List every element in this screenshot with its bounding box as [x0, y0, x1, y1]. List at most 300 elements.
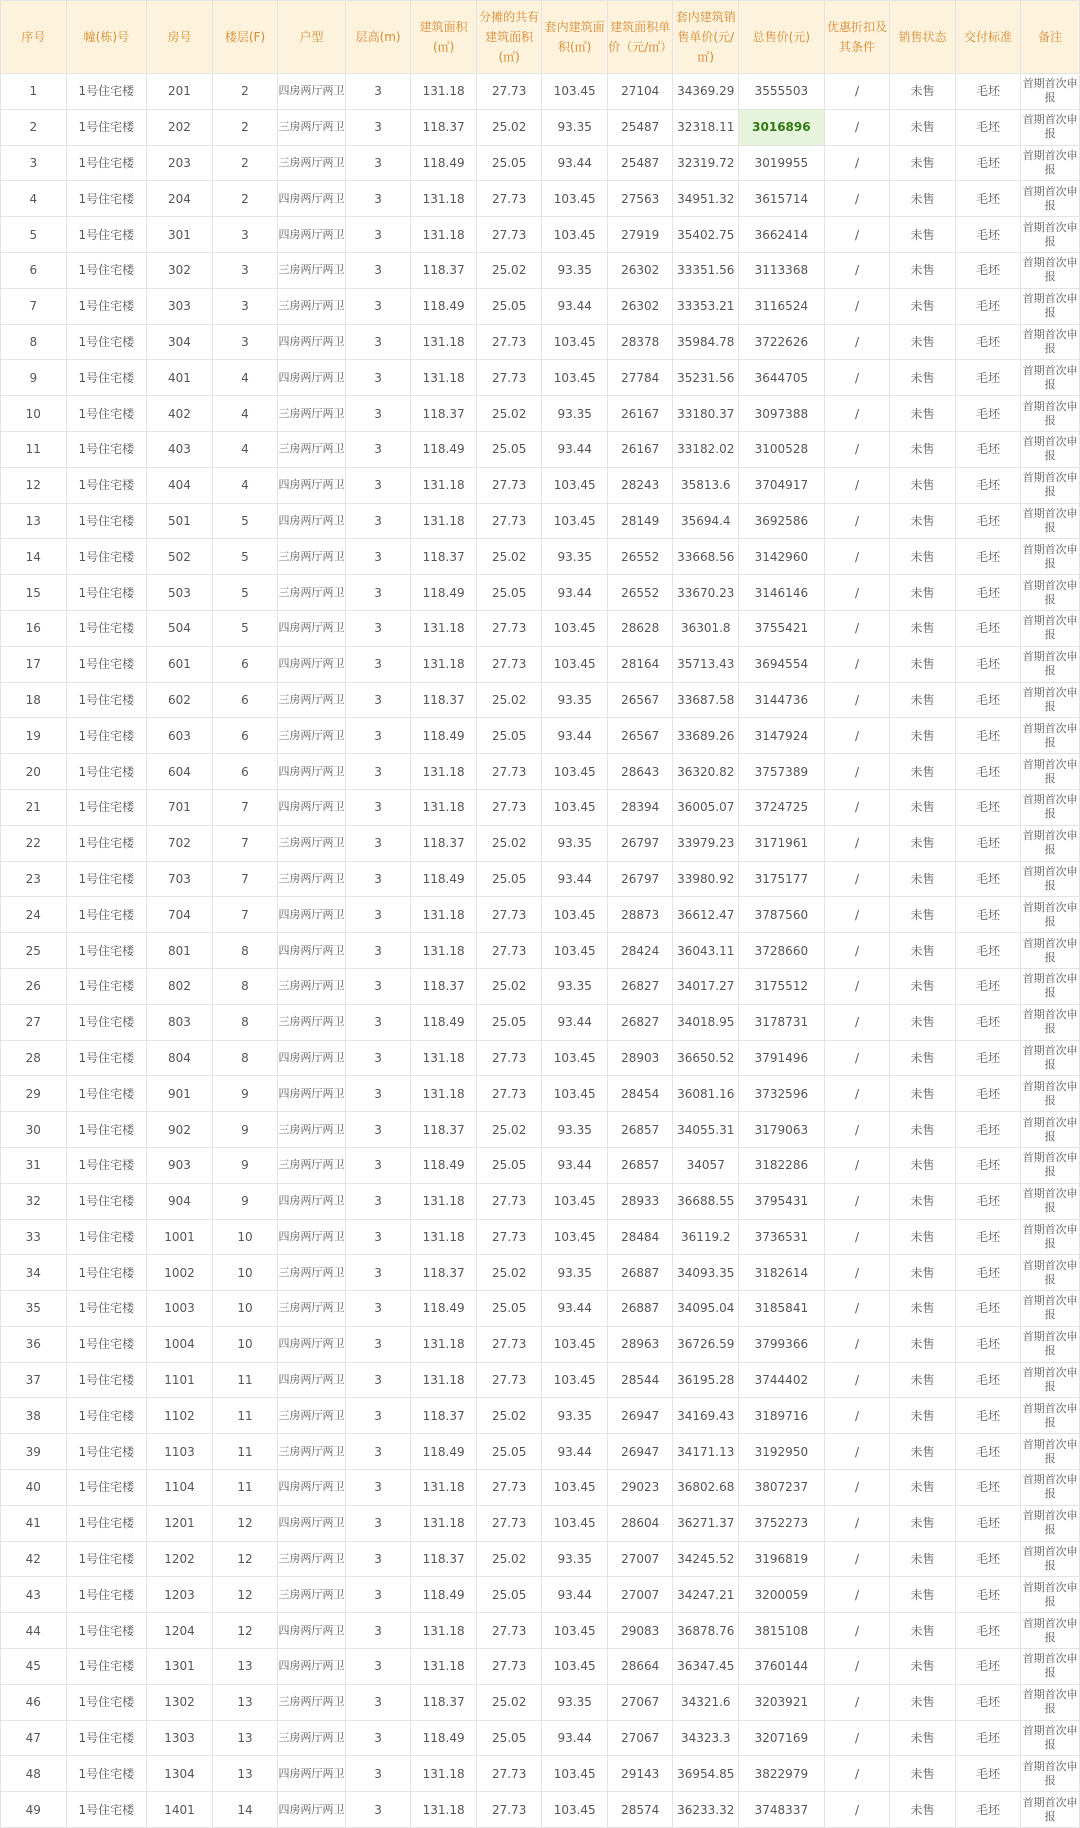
table-cell: 131.18	[411, 467, 477, 503]
table-cell: 毛坯	[955, 933, 1021, 969]
table-cell: 36726.59	[673, 1326, 739, 1362]
table-cell: 1号住宅楼	[66, 1434, 147, 1470]
table-cell: 三房两厅两卫	[278, 288, 346, 324]
table-cell: 12	[212, 1505, 278, 1541]
table-cell: 103.45	[542, 1326, 608, 1362]
table-cell: 131.18	[411, 324, 477, 360]
table-cell: 3182614	[739, 1255, 825, 1291]
table-cell: 304	[147, 324, 213, 360]
table-cell: 8	[1, 324, 67, 360]
table-cell: 毛坯	[955, 789, 1021, 825]
table-cell: 103.45	[542, 1792, 608, 1828]
table-cell: 25.02	[476, 396, 542, 432]
table-cell: 三房两厅两卫	[278, 1255, 346, 1291]
table-cell: 未售	[890, 718, 956, 754]
table-row	[1, 109, 1080, 145]
table-row	[1, 1326, 1080, 1362]
table-cell: 3748337	[739, 1792, 825, 1828]
table-row	[1, 646, 1080, 682]
table-cell: 30	[1, 1112, 67, 1148]
table-cell: 118.37	[411, 109, 477, 145]
table-cell: 1号住宅楼	[66, 1076, 147, 1112]
column-header: 交付标准	[955, 1, 1021, 74]
table-cell: 26857	[607, 1112, 673, 1148]
table-cell: 四房两厅两卫	[278, 1792, 346, 1828]
table-cell: 三房两厅两卫	[278, 682, 346, 718]
table-cell: 103.45	[542, 360, 608, 396]
table-row	[1, 1112, 1080, 1148]
column-header: 分摊的共有建筑面积(㎡)	[476, 1, 542, 74]
table-cell: 1号住宅楼	[66, 789, 147, 825]
column-header: 建筑面积单价（元/㎡）	[607, 1, 673, 74]
table-cell: 27.73	[476, 1792, 542, 1828]
table-cell: 6	[212, 682, 278, 718]
table-cell: 25.05	[476, 145, 542, 181]
table-cell: 36	[1, 1326, 67, 1362]
table-cell: 5	[212, 503, 278, 539]
table-cell: 11	[212, 1470, 278, 1506]
table-cell: 33351.56	[673, 252, 739, 288]
table-cell: 1号住宅楼	[66, 1183, 147, 1219]
table-cell: 33182.02	[673, 431, 739, 467]
table-cell: 3	[212, 288, 278, 324]
table-cell: 3815108	[739, 1613, 825, 1649]
table-cell: 25.02	[476, 1398, 542, 1434]
table-row	[1, 324, 1080, 360]
table-cell: 12	[212, 1541, 278, 1577]
table-cell: 毛坯	[955, 1470, 1021, 1506]
table-cell: 3	[345, 252, 411, 288]
table-cell: 34093.35	[673, 1255, 739, 1291]
table-cell: 103.45	[542, 1040, 608, 1076]
column-header: 房号	[147, 1, 213, 74]
table-cell: 26797	[607, 861, 673, 897]
table-cell: 27.73	[476, 1219, 542, 1255]
table-cell: 27.73	[476, 1649, 542, 1685]
table-cell: 3	[345, 897, 411, 933]
table-cell: 26947	[607, 1434, 673, 1470]
table-cell: 未售	[890, 503, 956, 539]
table-cell: 三房两厅两卫	[278, 861, 346, 897]
column-header: 备注	[1021, 1, 1080, 74]
table-cell: 1号住宅楼	[66, 1577, 147, 1613]
table-cell: /	[824, 1613, 890, 1649]
table-cell: 202	[147, 109, 213, 145]
table-cell: 131.18	[411, 1756, 477, 1792]
table-cell: 1号住宅楼	[66, 754, 147, 790]
table-cell: 118.37	[411, 252, 477, 288]
table-cell: 首期首次申报	[1021, 288, 1080, 324]
table-cell: 四房两厅两卫	[278, 897, 346, 933]
table-cell: 93.35	[542, 1684, 608, 1720]
table-cell: 27.73	[476, 1613, 542, 1649]
table-cell: 未售	[890, 1434, 956, 1470]
table-cell: 3100528	[739, 431, 825, 467]
table-cell: 25487	[607, 145, 673, 181]
table-cell: 1号住宅楼	[66, 1147, 147, 1183]
table-cell: 毛坯	[955, 1756, 1021, 1792]
table-cell: 103.45	[542, 217, 608, 253]
table-cell: /	[824, 1792, 890, 1828]
table-cell: 3	[345, 718, 411, 754]
table-cell: 1号住宅楼	[66, 1613, 147, 1649]
table-row	[1, 1255, 1080, 1291]
table-cell: 6	[212, 718, 278, 754]
table-cell: 28873	[607, 897, 673, 933]
table-row	[1, 825, 1080, 861]
table-cell: 1号住宅楼	[66, 1362, 147, 1398]
table-cell: /	[824, 1183, 890, 1219]
table-cell: 四房两厅两卫	[278, 1505, 346, 1541]
table-cell: 3	[212, 217, 278, 253]
table-cell: 3142960	[739, 539, 825, 575]
table-cell: 三房两厅两卫	[278, 825, 346, 861]
table-cell: 四房两厅两卫	[278, 754, 346, 790]
table-cell: 26302	[607, 288, 673, 324]
table-cell: /	[824, 360, 890, 396]
table-cell: 36301.8	[673, 610, 739, 646]
table-cell: 首期首次申报	[1021, 1720, 1080, 1756]
table-cell: 26167	[607, 396, 673, 432]
table-cell: 34951.32	[673, 181, 739, 217]
table-cell: 601	[147, 646, 213, 682]
table-cell: 4	[212, 431, 278, 467]
table-cell: 毛坯	[955, 575, 1021, 611]
table-cell: 103.45	[542, 1183, 608, 1219]
table-cell: 103.45	[542, 754, 608, 790]
table-cell: 四房两厅两卫	[278, 360, 346, 396]
table-cell: 1号住宅楼	[66, 396, 147, 432]
table-cell: 毛坯	[955, 74, 1021, 110]
table-cell: /	[824, 467, 890, 503]
table-cell: /	[824, 1434, 890, 1470]
table-cell: 93.44	[542, 1577, 608, 1613]
table-cell: 未售	[890, 1326, 956, 1362]
table-cell: 36612.47	[673, 897, 739, 933]
table-cell: 首期首次申报	[1021, 1147, 1080, 1183]
table-cell: 未售	[890, 1684, 956, 1720]
table-cell: 1302	[147, 1684, 213, 1720]
table-row	[1, 1613, 1080, 1649]
table-cell: 12	[212, 1613, 278, 1649]
table-cell: 未售	[890, 610, 956, 646]
table-cell: 131.18	[411, 1613, 477, 1649]
table-cell: /	[824, 396, 890, 432]
table-cell: 1号住宅楼	[66, 1255, 147, 1291]
table-cell: 首期首次申报	[1021, 1649, 1080, 1685]
table-cell: 33980.92	[673, 861, 739, 897]
table-cell: 9	[212, 1112, 278, 1148]
table-cell: 25.02	[476, 252, 542, 288]
table-cell: 3	[345, 109, 411, 145]
table-cell: 36320.82	[673, 754, 739, 790]
table-cell: 93.35	[542, 1112, 608, 1148]
table-cell: 27.73	[476, 1362, 542, 1398]
table-cell: 毛坯	[955, 324, 1021, 360]
table-cell: 504	[147, 610, 213, 646]
table-cell: 毛坯	[955, 897, 1021, 933]
table-cell: 7	[1, 288, 67, 324]
table-cell: 四房两厅两卫	[278, 181, 346, 217]
table-cell: 118.49	[411, 145, 477, 181]
table-cell: 6	[212, 646, 278, 682]
table-cell: 26887	[607, 1291, 673, 1327]
table-cell: 毛坯	[955, 1720, 1021, 1756]
table-row	[1, 897, 1080, 933]
table-cell: 三房两厅两卫	[278, 575, 346, 611]
table-cell: 93.35	[542, 396, 608, 432]
table-row	[1, 74, 1080, 110]
table-cell: 3	[345, 1577, 411, 1613]
table-cell: 未售	[890, 1470, 956, 1506]
table-cell: 3	[345, 217, 411, 253]
table-cell: 2	[212, 181, 278, 217]
table-cell: 未售	[890, 1219, 956, 1255]
table-cell: 103.45	[542, 610, 608, 646]
table-cell: 首期首次申报	[1021, 1613, 1080, 1649]
table-cell: 25487	[607, 109, 673, 145]
table-cell: 未售	[890, 467, 956, 503]
table-cell: 34018.95	[673, 1004, 739, 1040]
table-cell: 三房两厅两卫	[278, 1398, 346, 1434]
column-header: 户型	[278, 1, 346, 74]
table-cell: 36802.68	[673, 1470, 739, 1506]
table-cell: 首期首次申报	[1021, 646, 1080, 682]
table-cell: 25.05	[476, 1434, 542, 1470]
table-cell: 902	[147, 1112, 213, 1148]
table-cell: 35231.56	[673, 360, 739, 396]
table-cell: 1104	[147, 1470, 213, 1506]
table-cell: 131.18	[411, 360, 477, 396]
table-cell: 未售	[890, 1076, 956, 1112]
table-cell: 44	[1, 1613, 67, 1649]
table-cell: 未售	[890, 324, 956, 360]
table-cell: 毛坯	[955, 1398, 1021, 1434]
table-cell: 27.73	[476, 74, 542, 110]
table-cell: /	[824, 1040, 890, 1076]
table-cell: 3	[345, 1756, 411, 1792]
table-cell: 903	[147, 1147, 213, 1183]
table-cell: 3	[345, 181, 411, 217]
table-cell: 36233.32	[673, 1792, 739, 1828]
table-cell: 3807237	[739, 1470, 825, 1506]
table-cell: /	[824, 1076, 890, 1112]
table-row	[1, 467, 1080, 503]
table-cell: 25	[1, 933, 67, 969]
table-cell: 1号住宅楼	[66, 1720, 147, 1756]
table-cell: 34095.04	[673, 1291, 739, 1327]
table-cell: 毛坯	[955, 754, 1021, 790]
table-cell: /	[824, 1362, 890, 1398]
table-cell: 9	[212, 1147, 278, 1183]
table-cell: 3692586	[739, 503, 825, 539]
table-cell: 34169.43	[673, 1398, 739, 1434]
table-cell: 1号住宅楼	[66, 933, 147, 969]
table-cell: 首期首次申报	[1021, 575, 1080, 611]
table-cell: 首期首次申报	[1021, 539, 1080, 575]
table-cell: 17	[1, 646, 67, 682]
table-cell: 毛坯	[955, 1434, 1021, 1470]
table-cell: 10	[212, 1255, 278, 1291]
table-cell: 27.73	[476, 217, 542, 253]
table-cell: 131.18	[411, 1792, 477, 1828]
table-cell: 93.44	[542, 575, 608, 611]
table-row	[1, 718, 1080, 754]
table-cell: 3615714	[739, 181, 825, 217]
table-cell: 4	[212, 396, 278, 432]
table-cell: 31	[1, 1147, 67, 1183]
table-cell: 27104	[607, 74, 673, 110]
table-cell: 118.49	[411, 1004, 477, 1040]
table-cell: 四房两厅两卫	[278, 1219, 346, 1255]
table-row	[1, 1219, 1080, 1255]
table-cell: 未售	[890, 682, 956, 718]
table-cell: 27.73	[476, 1076, 542, 1112]
table-cell: 11	[212, 1398, 278, 1434]
table-cell: 1号住宅楼	[66, 575, 147, 611]
table-row	[1, 610, 1080, 646]
table-cell: 27.73	[476, 1470, 542, 1506]
table-cell: 3744402	[739, 1362, 825, 1398]
table-cell: 46	[1, 1684, 67, 1720]
table-row	[1, 1792, 1080, 1828]
table-cell: 33668.56	[673, 539, 739, 575]
table-cell: 三房两厅两卫	[278, 1291, 346, 1327]
table-cell: 1号住宅楼	[66, 1326, 147, 1362]
table-row	[1, 539, 1080, 575]
table-cell: 3	[345, 1505, 411, 1541]
table-row	[1, 1147, 1080, 1183]
table-cell: 802	[147, 968, 213, 1004]
table-cell: 131.18	[411, 897, 477, 933]
table-cell: 32	[1, 1183, 67, 1219]
table-cell: 3	[345, 1076, 411, 1112]
table-cell: 27.73	[476, 503, 542, 539]
table-cell: 3196819	[739, 1541, 825, 1577]
table-cell: 204	[147, 181, 213, 217]
table-cell: 93.35	[542, 1541, 608, 1577]
table-cell: 毛坯	[955, 1613, 1021, 1649]
table-cell: 103.45	[542, 1362, 608, 1398]
table-cell: 3694554	[739, 646, 825, 682]
table-cell: 27.73	[476, 1183, 542, 1219]
table-cell: 1001	[147, 1219, 213, 1255]
table-row	[1, 1470, 1080, 1506]
table-cell: 首期首次申报	[1021, 1076, 1080, 1112]
table-cell: 3	[345, 1792, 411, 1828]
table-cell: 3	[345, 610, 411, 646]
table-cell: 1号住宅楼	[66, 324, 147, 360]
table-cell: 3	[345, 1684, 411, 1720]
table-cell: 首期首次申报	[1021, 145, 1080, 181]
table-cell: 1号住宅楼	[66, 503, 147, 539]
table-cell: 3752273	[739, 1505, 825, 1541]
table-cell: 首期首次申报	[1021, 109, 1080, 145]
table-row	[1, 1756, 1080, 1792]
table-cell: 12	[1, 467, 67, 503]
table-cell: 28643	[607, 754, 673, 790]
table-cell: 103.45	[542, 1219, 608, 1255]
table-cell: 三房两厅两卫	[278, 1541, 346, 1577]
table-cell: 27.73	[476, 789, 542, 825]
table-cell: /	[824, 897, 890, 933]
table-cell: 28604	[607, 1505, 673, 1541]
table-cell: 604	[147, 754, 213, 790]
table-cell: 3722626	[739, 324, 825, 360]
table-cell: 1号住宅楼	[66, 74, 147, 110]
table-cell: 93.35	[542, 825, 608, 861]
table-cell: 3189716	[739, 1398, 825, 1434]
table-cell: 25.05	[476, 1004, 542, 1040]
table-cell: 27919	[607, 217, 673, 253]
table-cell: 首期首次申报	[1021, 1684, 1080, 1720]
table-cell: 36271.37	[673, 1505, 739, 1541]
table-cell: 5	[212, 610, 278, 646]
table-cell: 四房两厅两卫	[278, 933, 346, 969]
table-cell: 404	[147, 467, 213, 503]
table-cell: 首期首次申报	[1021, 431, 1080, 467]
table-cell: 未售	[890, 109, 956, 145]
table-cell: 35	[1, 1291, 67, 1327]
table-cell: 首期首次申报	[1021, 718, 1080, 754]
table-cell: 93.35	[542, 539, 608, 575]
table-row	[1, 1362, 1080, 1398]
table-row	[1, 503, 1080, 539]
table-row	[1, 1541, 1080, 1577]
table-cell: 毛坯	[955, 288, 1021, 324]
table-cell: 103.45	[542, 1505, 608, 1541]
table-cell: 131.18	[411, 933, 477, 969]
table-cell: 29	[1, 1076, 67, 1112]
table-cell: 118.37	[411, 396, 477, 432]
table-cell: 1号住宅楼	[66, 610, 147, 646]
table-cell: 118.49	[411, 1434, 477, 1470]
table-cell: 1号住宅楼	[66, 288, 147, 324]
table-row	[1, 1684, 1080, 1720]
table-cell: 93.35	[542, 109, 608, 145]
table-cell: 未售	[890, 1398, 956, 1434]
table-cell: 四房两厅两卫	[278, 610, 346, 646]
table-cell: 27.73	[476, 933, 542, 969]
table-cell: 26827	[607, 968, 673, 1004]
table-cell: 93.44	[542, 1291, 608, 1327]
table-cell: 36347.45	[673, 1649, 739, 1685]
table-cell: 28454	[607, 1076, 673, 1112]
table-cell: 34321.6	[673, 1684, 739, 1720]
table-cell: 131.18	[411, 503, 477, 539]
table-cell: 1号住宅楼	[66, 682, 147, 718]
table-cell: 38	[1, 1398, 67, 1434]
table-cell: 26167	[607, 431, 673, 467]
table-cell: 118.49	[411, 1147, 477, 1183]
table-cell: 131.18	[411, 1362, 477, 1398]
table-cell: 3	[345, 861, 411, 897]
table-cell: 5	[212, 539, 278, 575]
table-cell: 103.45	[542, 1756, 608, 1792]
table-cell: 未售	[890, 754, 956, 790]
table-cell: 1303	[147, 1720, 213, 1756]
table-cell: 603	[147, 718, 213, 754]
table-cell: 131.18	[411, 217, 477, 253]
table-cell: 21	[1, 789, 67, 825]
table-cell: 26887	[607, 1255, 673, 1291]
table-cell: 毛坯	[955, 467, 1021, 503]
table-cell: /	[824, 1219, 890, 1255]
table-cell: /	[824, 1255, 890, 1291]
table-cell: 1号住宅楼	[66, 718, 147, 754]
table-cell: 毛坯	[955, 1004, 1021, 1040]
table-cell: 1203	[147, 1577, 213, 1613]
